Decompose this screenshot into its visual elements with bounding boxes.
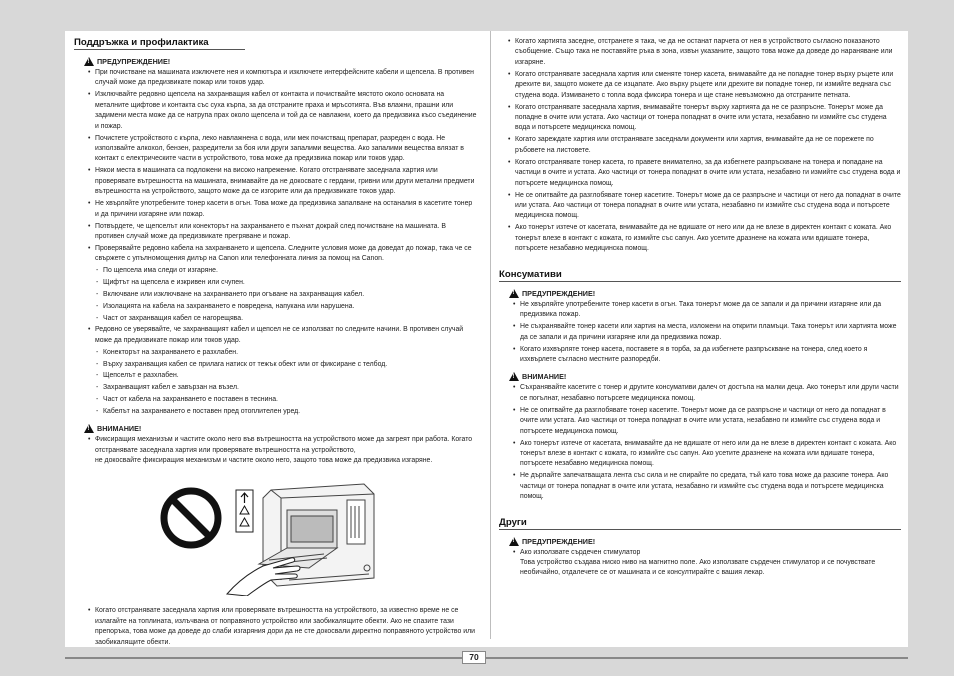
list-item: • Когато отстранявате заседнала хартия или сменяте тонер касета, внимавайте да не попадне тонер върху ръцете или дрехите ви, защото можете да се изцапате. Ако върху ръцете или дрехите ви попадне тонер, ги измийте веднага със студена вода. Измиването с топла вода фиксира тонера и ще стане невъзможно да отстраните петната. [515, 70, 901, 101]
list-item: - Щифтът на щепсела е изкривен или счупен. [103, 278, 477, 288]
list-item: - Кабелът на захранването е поставен пред отоплителен уред. [103, 407, 477, 417]
list-item: • Някои места в машината са подложени на високо напрежение. Когато отстранявате заседнала хартия или проверявате вътрешността на машината, внимавайте да не докосвате с гердани, гривни или други метални предмети вътрешността на устройството, защото може да се изгорите или да предизвикате токов удар. [95, 166, 477, 197]
caution-label: ВНИМАНИЕ! [522, 372, 567, 382]
fixing-unit-illustration [159, 476, 389, 596]
list-item: • Не дърпайте запечатващата лента със сила и не спирайте по средата, тъй като това може да разсипе тонера. Ако частици от тонера попаднат в очите или устата, незабавно ги измийте със студена вода и потърсете медицинска помощ. [520, 471, 901, 502]
section-title-consumables: Консумативи [499, 269, 901, 282]
list-item: - Захранващият кабел е завързан на възел. [103, 383, 477, 393]
warning-triangle-icon [509, 372, 519, 381]
column-divider [490, 31, 491, 639]
warning-triangle-icon [84, 57, 94, 66]
list-item: • Когато хартията заседне, отстранете я така, че да не останат парчета от нея в устройството съгласно показаното съобщение. Също така не поставяйте ръка в зона, извън указаните, защото това може да доведе до нараняване или изгаряне. [515, 37, 901, 68]
warning-header [509, 289, 901, 298]
list-item: • Не се опитвайте да разглобявате тонер касетите. Тонерът може да се разпръсне и частици от него да попаднат в очите или устата. Ако частици от тонера попаднат в очите или устата, незабавно ги измийте със студена вода и потърсете медицинска помощ. [520, 406, 901, 437]
list-item: • Редовно се уверявайте, че захранващият кабел и щепсел не се използват по следните начини. В противен случай може да предизвикате пожар или токов удар. [95, 325, 477, 346]
left-column [74, 37, 477, 650]
bottom-list [74, 606, 477, 648]
list-item: • Ако тонерът изтече от касетата, внимавайте да не вдишате от него или да не влезе в директен контакт с кожата. Ако тонерът влезе в контакт с кожата, го измийте със сапун. Ако усетите дразнене на кожата или вдишате тонера, потърсете незабавно медицинска помощ. [520, 439, 901, 470]
caution-header [84, 424, 477, 433]
list-item: - Конекторът на захранването е разхлабен. [103, 348, 477, 358]
condition-list [74, 348, 477, 417]
list-item: - Изолацията на кабела на захранването е повредена, напукана или нарушена. [103, 302, 477, 312]
condition-list [74, 266, 477, 324]
list-item [95, 435, 477, 466]
list-item: - Част от захранващия кабел се нагорещява. [103, 314, 477, 324]
caution-header [509, 372, 901, 381]
list-item: • При почистване на машината изключете нея и компютъра и изключете интерфейсните кабели и щепсела. В противен случай може да предизвикате пожар или токов удар. [95, 68, 477, 89]
section-title-maintenance: Поддръжка и профилактика [74, 37, 245, 50]
footer-rule [65, 657, 908, 659]
list-item: - Щепселът е разхлабен. [103, 371, 477, 381]
caution-text: не докосвайте фиксиращия механизъм и частите около него, защото това може да предизвика изгаряне. [95, 457, 433, 465]
list-item: • Ако тонерът изтече от касетата, внимавайте да не вдишате от него или да не влезе в директен контакт с кожата. Ако тонерът влезе в контакт с кожата, го измийте със сапун. Ако усетите дразнене на кожата или вдишате тонера, потърсете незабавно медицинска помощ. [515, 223, 901, 254]
section-title-others: Други [499, 517, 901, 530]
warning-header [84, 57, 477, 66]
caution-list [499, 383, 901, 502]
warning-triangle-icon [84, 424, 94, 433]
list-item: • Не се опитвайте да разглобявате тонер касетите. Тонерът може да се разпръсне и частици от него да попаднат в очите или устата. Ако частици от тонера попаднат в очите или устата, незабавно ги измийте със студена вода и потърсете медицинска помощ. [515, 191, 901, 222]
list-item: • Проверявайте редовно кабела на захранването и щепсела. Следните условия може да доведат до пожар, така че се свържете с упълномощения дилър на Canon или телефонната линия за помощ на Canon. [95, 244, 477, 265]
warning-label: ПРЕДУПРЕЖДЕНИЕ! [522, 536, 596, 546]
warning-label-panel [236, 490, 253, 532]
list-item: • Не съхранявайте тонер касети или хартия на места, изложени на открити пламъци. Така тонерът или хартията може да се запали и да причини изгаряне или да предизвика пожар. [520, 322, 901, 343]
item-detail: Това устройство създава ниско ниво на магнитно поле. Ако използвате сърдечен стимулатор и се почувствате необичайно, отдалечете се от машината и се консултирайте с вашия лекар. [520, 558, 876, 577]
list-item: • Изключвайте редовно щепсела на захранващия кабел от контакта и почиствайте мястото около основата на металните щифтове и контакта със суха кърпа, за да отстраните праха и мръсотията. Във влажни, прашни или задимени места може да се натрупа прах около щепсела и той да се навлажни, което да предизвика късо съединение и пожар. [95, 90, 477, 132]
caution-text: • Фиксиращия механизъм и частите около него във вътрешността на устройството може да загреят при работа. Когато отстранявате заседнала хартия или проверявате вътрешността на устройството, [95, 436, 473, 454]
list-item: - Включване или изключване на захранването при огъване на захранващия кабел. [103, 290, 477, 300]
prohibition-icon [164, 491, 218, 545]
warning-triangle-icon [509, 289, 519, 298]
list-item: • Не хвърляйте употребените тонер касети в огън. Това може да предизвика запалване на останалия в касетите тонер и да причини изгаряне или пожар. [95, 199, 477, 220]
list-item: - По щепсела има следи от изгаряне. [103, 266, 477, 276]
warning-list [499, 300, 901, 366]
continued-list [499, 37, 901, 255]
right-column [499, 37, 901, 580]
warning-header [509, 537, 901, 546]
printer-hand-illustration [159, 476, 389, 596]
list-item: - Част от кабела на захранването е поставен в теснина. [103, 395, 477, 405]
list-item: • Когато отстранявате тонер касета, го правете внимателно, за да избегнете разпръскване на тонера и попадане на частици в очите и устата. Ако частици от тонера попаднат в очите или устата, незабавно ги измийте със студена вода и потърсете медицинска помощ. [515, 158, 901, 189]
warning-list [499, 548, 901, 579]
list-item: • Когато отстранявате заседнала хартия, внимавайте тонерът върху хартията да не се разпръсне. Тонерът може да попадне в очите или устата. Ако частици от тонера попаднат в очите или устата, незабавно ги измийте със студена вода и потърсете медицинска помощ. [515, 103, 901, 134]
warning-label: ПРЕДУПРЕЖДЕНИЕ! [97, 57, 171, 66]
list-item: • Потвърдете, че щепселът или конекторът на захранването е пъхнат докрай след почистване на машината. В противен случай може да предизвикате прегряване и пожар. [95, 222, 477, 243]
list-item: • Когато зареждате хартия или отстранявате заседнали документи или хартия, внимавайте да не се порежете по ръбовете на листовете. [515, 135, 901, 156]
list-item: • Когато отстранявате заседнала хартия или проверявате вътрешността на устройството, за известно време не се излагайте на топлината, излъчвана от поправяното устройство или заобикалящите обекти. Ако не спазите тази препоръка, това може да доведе до слаби изгаряния дори да не сте докосвали директно поправяното устройство или заобикалящите обекти. [95, 606, 477, 648]
caution-list [74, 435, 477, 466]
manual-page [65, 31, 908, 662]
warning-list [74, 325, 477, 346]
list-item [520, 548, 901, 579]
page-number: 70 [462, 651, 486, 664]
list-item: • Съхранявайте касетите с тонер и другите консумативи далеч от достъпа на малки деца. Ако тонерът или други части се погълнат, незабавно потърсете медицинска помощ. [520, 383, 901, 404]
list-item: • Когато изхвърляте тонер касета, поставете я в торба, за да избегнете разпръскване на тонера, след което я изхвърлете съгласно местните разпоредби. [520, 345, 901, 366]
list-item: • Не хвърляйте употребените тонер касети в огън. Така тонерът може да се запали и да причини изгаряне или да предизвика пожар. [520, 300, 901, 321]
warning-label: ПРЕДУПРЕЖДЕНИЕ! [522, 288, 596, 298]
caution-label: ВНИМАНИЕ! [97, 424, 142, 434]
warning-triangle-icon [509, 537, 519, 546]
item-title: • Ако използвате сърдечен стимулатор [520, 548, 641, 556]
list-item: • Почистете устройството с кърпа, леко навлажнена с вода, или мек почистващ препарат, разреден с вода. Не използвайте алкохол, бензен, разредители за боя или други запалими вещества. Ако запалими вещества влязат в контакт с електрическите части в устройството, това може да предизвика пожар или токов удар. [95, 134, 477, 165]
list-item: - Върху захранващия кабел се прилага натиск от тежък обект или от фиксиране с телбод. [103, 360, 477, 370]
warning-list [74, 68, 477, 265]
